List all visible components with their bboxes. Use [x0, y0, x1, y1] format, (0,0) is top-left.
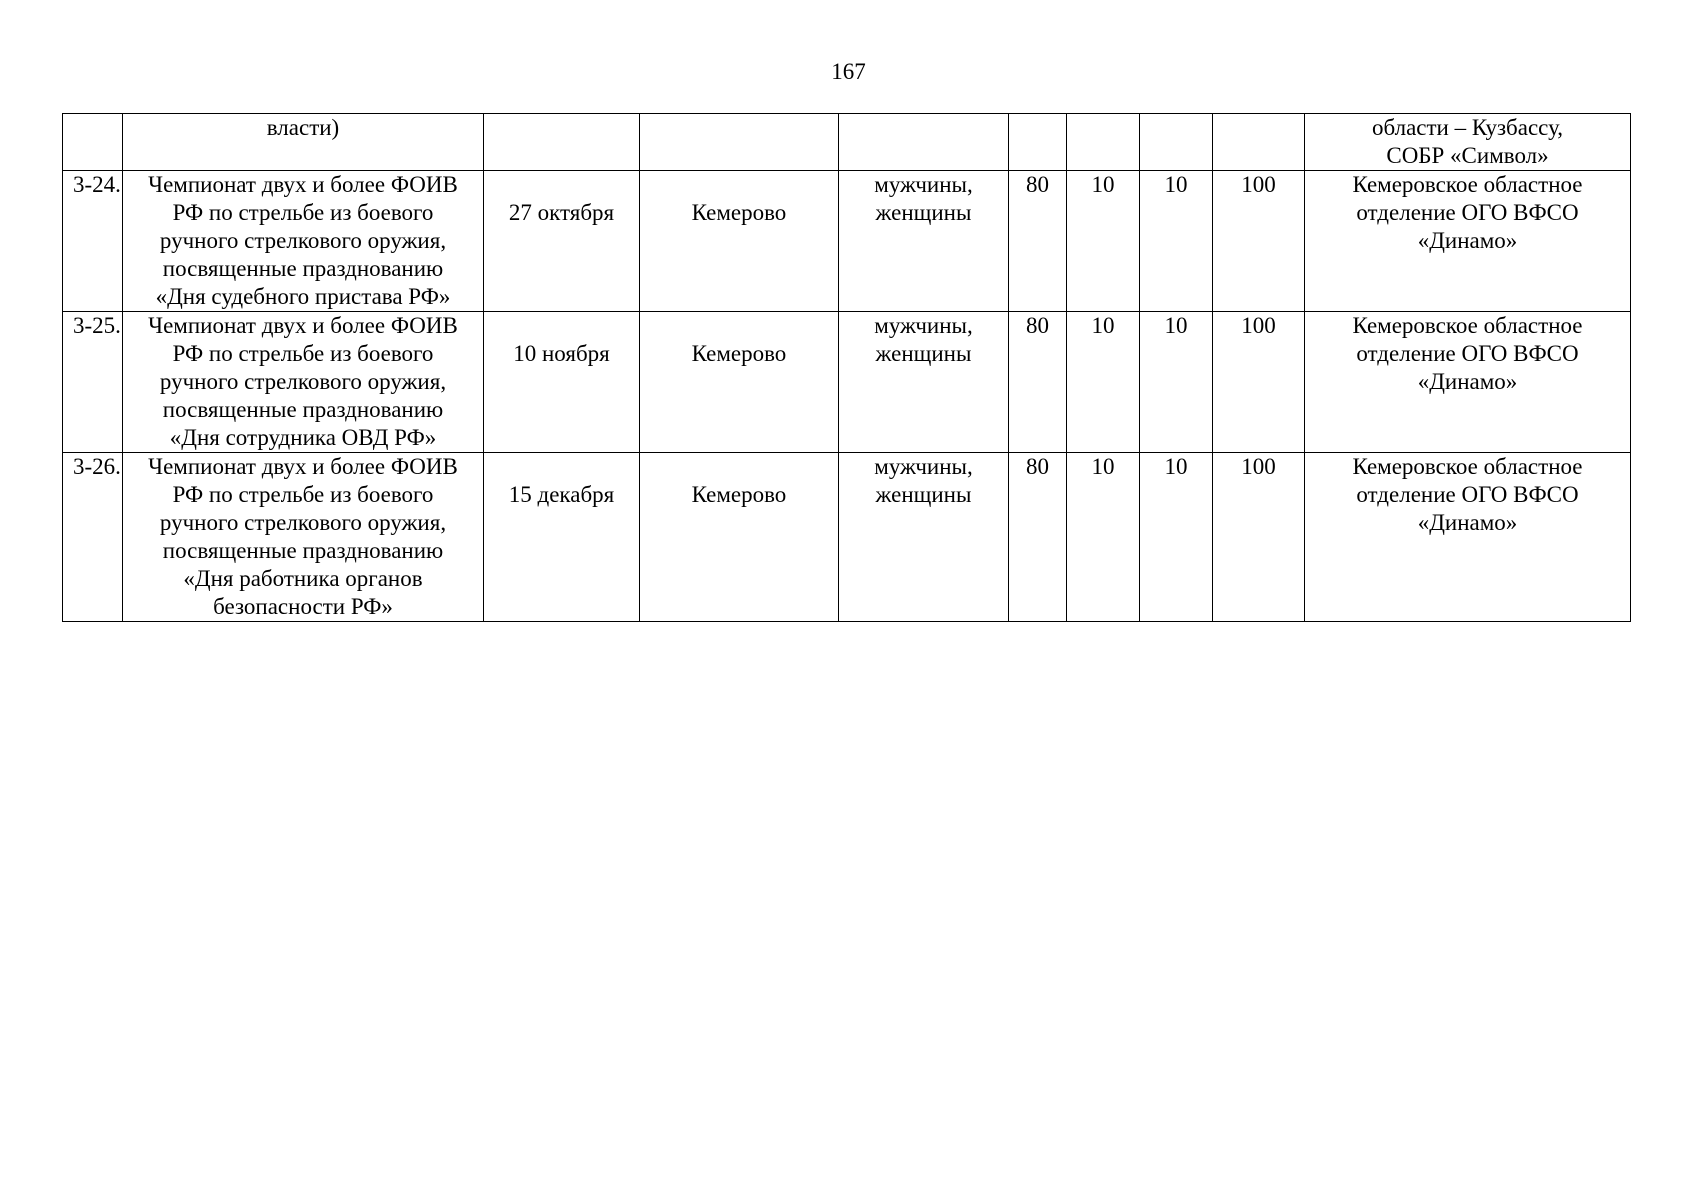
- participants-line: мужчины,: [874, 454, 973, 479]
- cell-participants: [839, 453, 1009, 622]
- cell-event-name: [123, 312, 484, 453]
- cell-date: [484, 114, 640, 171]
- cell-total: 100: [1213, 312, 1305, 453]
- name-line: Чемпионат двух и более ФОИВ: [148, 172, 458, 197]
- organizer-line: «Динамо»: [1417, 510, 1518, 535]
- cell-event-name: [123, 171, 484, 312]
- table-row: [63, 453, 1631, 622]
- name-line: Чемпионат двух и более ФОИВ: [148, 454, 458, 479]
- organizer-line: Кемеровское областное: [1352, 313, 1583, 338]
- cell-participants: [839, 312, 1009, 453]
- cell-date: 15 декабря: [484, 453, 640, 622]
- cell-organizer: [1305, 114, 1631, 171]
- cell-organizer: [1305, 312, 1631, 453]
- name-line: «Дня сотрудника ОВД РФ»: [169, 425, 437, 450]
- cell-place: Кемерово: [640, 453, 839, 622]
- cell-col1: [1009, 114, 1067, 171]
- cell-event-name: [123, 453, 484, 622]
- cell-event-name: [123, 114, 484, 171]
- cell-col2: [1067, 114, 1140, 171]
- table-row: [63, 171, 1631, 312]
- name-line: «Дня работника органов: [183, 566, 423, 591]
- cell-col2: 10: [1067, 312, 1140, 453]
- participants-line: мужчины,: [874, 313, 973, 338]
- cell-col3: 10: [1140, 171, 1213, 312]
- name-line: ручного стрелкового оружия,: [159, 369, 447, 394]
- organizer-line: Кемеровское областное: [1352, 454, 1583, 479]
- name-line: ручного стрелкового оружия,: [159, 228, 447, 253]
- cell-col1: 80: [1009, 171, 1067, 312]
- name-line: РФ по стрельбе из боевого: [172, 482, 434, 507]
- name-line: власти): [266, 115, 340, 140]
- name-line: «Дня судебного пристава РФ»: [155, 284, 451, 309]
- cell-place: Кемерово: [640, 171, 839, 312]
- continuation-row: [63, 114, 1631, 171]
- organizer-line: отделение ОГО ВФСО: [1356, 482, 1579, 507]
- organizer-line: области – Кузбассу,: [1371, 115, 1564, 140]
- cell-date: 27 октября: [484, 171, 640, 312]
- organizer-line: отделение ОГО ВФСО: [1356, 341, 1579, 366]
- cell-col3: 10: [1140, 312, 1213, 453]
- cell-total: 100: [1213, 453, 1305, 622]
- cell-place: Кемерово: [640, 312, 839, 453]
- table-row: [63, 312, 1631, 453]
- cell-col2: 10: [1067, 171, 1140, 312]
- cell-col3: 10: [1140, 453, 1213, 622]
- cell-col2: 10: [1067, 453, 1140, 622]
- cell-num: 3-24.: [63, 171, 123, 312]
- cell-date: 10 ноября: [484, 312, 640, 453]
- cell-total: [1213, 114, 1305, 171]
- cell-participants: [839, 171, 1009, 312]
- name-line: РФ по стрельбе из боевого: [172, 341, 434, 366]
- participants-line: мужчины,: [874, 172, 973, 197]
- name-line: Чемпионат двух и более ФОИВ: [148, 313, 458, 338]
- events-table: [62, 113, 1631, 622]
- cell-num: [63, 114, 123, 171]
- cell-organizer: [1305, 453, 1631, 622]
- name-line: РФ по стрельбе из боевого: [172, 200, 434, 225]
- cell-organizer: [1305, 171, 1631, 312]
- name-line: ручного стрелкового оружия,: [159, 510, 447, 535]
- cell-place: [640, 114, 839, 171]
- cell-col1: 80: [1009, 453, 1067, 622]
- cell-num: 3-25.: [63, 312, 123, 453]
- name-line: посвященные празднованию: [162, 256, 444, 281]
- participants-line: женщины: [875, 482, 972, 507]
- organizer-line: «Динамо»: [1417, 369, 1518, 394]
- name-line: посвященные празднованию: [162, 538, 444, 563]
- cell-col1: 80: [1009, 312, 1067, 453]
- page-number: 167: [831, 59, 866, 84]
- cell-col3: [1140, 114, 1213, 171]
- name-line: безопасности РФ»: [213, 594, 393, 619]
- cell-total: 100: [1213, 171, 1305, 312]
- organizer-line: отделение ОГО ВФСО: [1356, 200, 1579, 225]
- organizer-line: Кемеровское областное: [1352, 172, 1583, 197]
- participants-line: женщины: [875, 341, 972, 366]
- organizer-line: СОБР «Символ»: [1386, 143, 1549, 168]
- participants-line: женщины: [875, 200, 972, 225]
- name-line: посвященные празднованию: [162, 397, 444, 422]
- organizer-line: «Динамо»: [1417, 228, 1518, 253]
- cell-num: 3-26.: [63, 453, 123, 622]
- cell-participants: [839, 114, 1009, 171]
